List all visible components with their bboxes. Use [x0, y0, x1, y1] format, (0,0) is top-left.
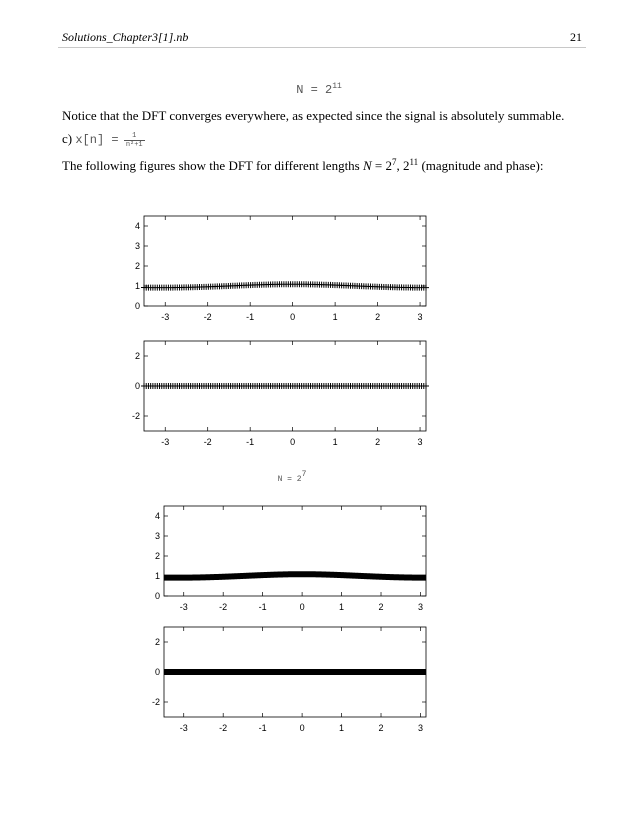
x-tick-label: -2 [203, 312, 212, 322]
x-tick-label: -1 [246, 437, 255, 447]
x-tick-label: 2 [378, 602, 384, 612]
y-tick-label: 0 [154, 591, 160, 601]
y-tick-label: 2 [154, 551, 160, 561]
y-tick-label: 4 [154, 511, 160, 521]
x-tick-label: -3 [161, 437, 170, 447]
x-tick-label: 2 [375, 437, 381, 447]
x-tick-label: 3 [417, 437, 423, 447]
y-tick-label: -2 [151, 697, 160, 707]
page-number: 21 [570, 30, 582, 44]
x-tick-label: 0 [299, 602, 305, 612]
x-tick-label: -3 [161, 312, 170, 322]
y-tick-label: 3 [134, 241, 140, 251]
x-tick-label: -3 [179, 602, 188, 612]
equation-n-2-11: $N = 2^{11}$ [296, 82, 342, 97]
x-tick-label: -3 [179, 723, 188, 733]
y-tick-label: 3 [154, 531, 160, 541]
paragraph-dft-converges: Notice that the DFT converges everywhere, as expected since the signal is absolutely summable. [62, 108, 565, 123]
y-tick-label: 0 [134, 381, 140, 391]
x-tick-label: 0 [299, 723, 305, 733]
x-tick-label: -1 [246, 312, 255, 322]
x-tick-label: -1 [258, 723, 267, 733]
x-tick-label: -2 [219, 602, 228, 612]
y-tick-label: 4 [134, 221, 140, 231]
equation-n-2-7: $N = 2^7$ [277, 470, 307, 484]
x-tick-label: 0 [290, 312, 296, 322]
running-header-filename: Solutions_Chapter3[1].nb [62, 30, 189, 44]
x-tick-label: 1 [339, 723, 345, 733]
y-tick-label: 1 [154, 571, 160, 581]
y-tick-label: -2 [131, 411, 140, 421]
paragraph-figures-intro: The following figures show the DFT for different lengths $N = 2^7$, $2^{11}$ (magnitude and phase): [62, 157, 544, 173]
x-tick-label: -1 [258, 602, 267, 612]
magnitude-plot-n-2048-frame [164, 506, 426, 596]
x-tick-label: 2 [375, 312, 381, 322]
y-tick-label: 0 [154, 667, 160, 677]
series-line [164, 574, 426, 577]
signal-expression: x[n] = [75, 133, 119, 147]
series-markers [141, 281, 429, 290]
x-tick-label: 1 [339, 602, 345, 612]
x-tick-label: 1 [332, 437, 338, 447]
y-tick-label: 1 [134, 281, 140, 291]
y-tick-label: 2 [154, 637, 160, 647]
x-tick-label: 3 [417, 723, 423, 733]
x-tick-label: 0 [290, 437, 296, 447]
signal-fraction: $\frac{1}{\text{n²+1}}$ [125, 131, 143, 149]
x-tick-label: 3 [417, 602, 423, 612]
magnitude-plot-n-128-frame [144, 216, 426, 306]
item-c-label: c) [62, 131, 73, 146]
y-tick-label: 0 [134, 301, 140, 311]
series-markers [141, 383, 429, 389]
y-tick-label: 2 [134, 351, 140, 361]
x-tick-label: -2 [219, 723, 228, 733]
y-tick-label: 2 [134, 261, 140, 271]
x-tick-label: 2 [378, 723, 384, 733]
x-tick-label: -2 [203, 437, 212, 447]
x-tick-label: 3 [417, 312, 423, 322]
x-tick-label: 1 [332, 312, 338, 322]
